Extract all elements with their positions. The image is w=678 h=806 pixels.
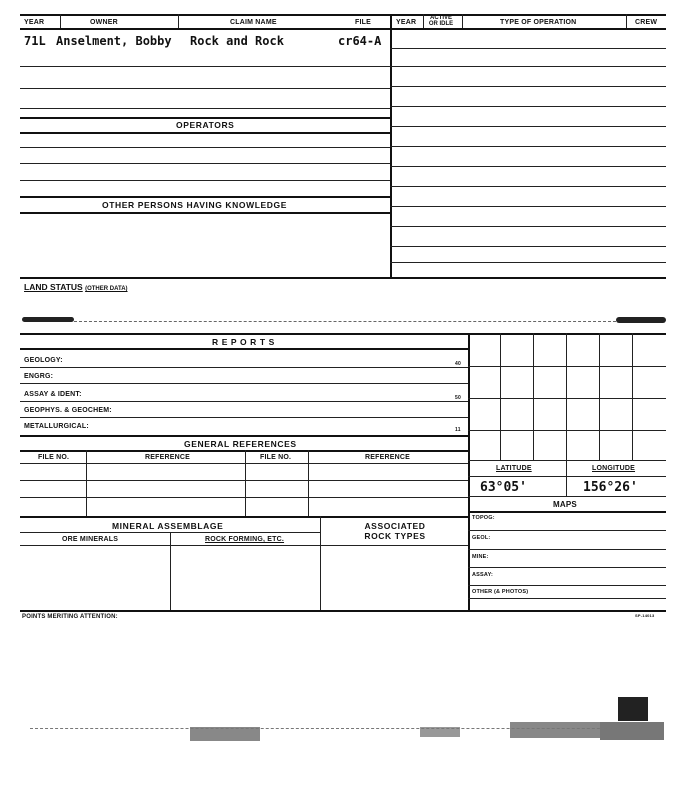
record-year: 71L xyxy=(24,34,46,48)
record-owner: Anselment, Bobby xyxy=(56,34,172,48)
grid-col xyxy=(632,333,633,460)
right-line xyxy=(390,106,666,107)
land-status-top-rule xyxy=(20,277,666,279)
land-status-sub: (OTHER DATA) xyxy=(85,286,128,292)
latitude-label: LATITUDE xyxy=(496,465,532,472)
report-line xyxy=(20,401,468,402)
ref-divider-2 xyxy=(245,450,246,516)
land-status-label: LAND STATUS xyxy=(24,282,83,292)
rock-forming: ROCK FORMING, ETC. xyxy=(205,536,285,543)
active-label: ACTIVE xyxy=(429,15,452,21)
header-divider-4 xyxy=(462,14,463,28)
rock-types-label: ROCK TYPES xyxy=(364,531,426,541)
mineral-heading: MINERAL ASSEMBLAGE xyxy=(112,521,224,531)
header-year: YEAR xyxy=(24,19,45,26)
report-geology: GEOLOGY: xyxy=(24,357,63,364)
maps-other: OTHER (& PHOTOS) xyxy=(472,589,529,595)
header-active-or-idle xyxy=(425,15,457,27)
ref-reference-1: REFERENCE xyxy=(145,454,190,461)
report-line xyxy=(20,417,468,418)
grid-col xyxy=(533,333,534,460)
left-line xyxy=(20,163,390,164)
smudge-right xyxy=(616,317,666,323)
header-type-of-operation: TYPE OF OPERATION xyxy=(500,19,577,26)
associated-label: ASSOCIATED xyxy=(364,521,426,531)
left-line xyxy=(20,66,390,67)
record-file: cr64-A xyxy=(338,34,382,48)
general-references-heading: GENERAL REFERENCES xyxy=(184,439,297,449)
header-top-rule xyxy=(20,14,666,16)
reports-heading: R E P O R T S xyxy=(212,337,275,347)
points-meriting-attention: POINTS MERITING ATTENTION: xyxy=(22,614,118,620)
report-geophys: GEOPHYS. & GEOCHEM: xyxy=(24,407,112,414)
form-number: SP-14013 xyxy=(635,613,655,618)
ref-header-rule xyxy=(20,463,468,464)
operators-top-rule xyxy=(20,117,390,119)
ore-divider xyxy=(170,532,171,610)
header-file: FILE xyxy=(355,19,371,26)
maps-bottom-rule xyxy=(468,511,666,513)
grid-row xyxy=(468,398,666,399)
right-line xyxy=(390,66,666,67)
reports-top-rule xyxy=(20,333,666,335)
right-line xyxy=(390,206,666,207)
header-year-2: YEAR xyxy=(396,19,417,26)
left-line xyxy=(20,180,390,181)
right-line xyxy=(390,48,666,49)
scan-noise xyxy=(600,722,664,740)
grid-row xyxy=(468,460,666,461)
ref-line xyxy=(20,497,468,498)
maps-line xyxy=(468,549,666,550)
header-claim-name: CLAIM NAME xyxy=(230,19,277,26)
maps-top-rule xyxy=(468,496,666,497)
scan-noise xyxy=(190,727,260,741)
associated-rock-types xyxy=(325,521,465,541)
scan-block xyxy=(618,697,648,721)
right-line xyxy=(390,126,666,127)
mineral-top-rule xyxy=(20,516,468,518)
land-status-line xyxy=(74,321,616,322)
ref-reference-2: REFERENCE xyxy=(365,454,410,461)
report-metallurgical: METALLURGICAL: xyxy=(24,423,89,430)
header-divider-5 xyxy=(626,14,627,28)
ore-minerals: ORE MINERALS xyxy=(62,536,119,543)
left-line xyxy=(20,147,390,148)
bottom-rule xyxy=(20,610,666,612)
longitude-value: 156°26' xyxy=(583,480,638,495)
header-owner: OWNER xyxy=(90,19,118,26)
maps-topog: TOPOG: xyxy=(472,515,495,521)
left-line xyxy=(20,108,390,109)
maps-geol: GEOL: xyxy=(472,535,491,541)
ref-file-no-1: FILE NO. xyxy=(38,454,70,461)
right-line xyxy=(390,86,666,87)
right-line xyxy=(390,262,666,263)
scan-line xyxy=(30,728,650,729)
grid-row xyxy=(468,430,666,431)
right-line xyxy=(390,146,666,147)
smudge-left xyxy=(22,317,74,322)
header-divider-3 xyxy=(423,14,424,28)
ref-divider-3 xyxy=(308,450,309,516)
land-status-heading xyxy=(24,282,128,292)
maps-line xyxy=(468,598,666,599)
reports-bottom-rule xyxy=(20,348,468,350)
ref-divider-1 xyxy=(86,450,87,516)
latlong-divider xyxy=(566,476,567,496)
report-num-40: 40 xyxy=(455,361,461,367)
latlong-rule xyxy=(468,476,666,477)
grid-col xyxy=(599,333,600,460)
scan-noise xyxy=(510,722,600,738)
right-line xyxy=(390,186,666,187)
maps-line xyxy=(468,585,666,586)
right-line xyxy=(390,246,666,247)
ref-line xyxy=(20,480,468,481)
left-line xyxy=(20,88,390,89)
right-line xyxy=(390,166,666,167)
other-persons-heading: OTHER PERSONS HAVING KNOWLEDGE xyxy=(102,200,288,210)
idle-label: OR IDLE xyxy=(428,21,454,27)
maps-mine: MINE: xyxy=(472,554,489,560)
header-divider-2 xyxy=(178,14,179,28)
maps-line xyxy=(468,567,666,568)
operators-bottom-rule xyxy=(20,132,390,134)
right-line xyxy=(390,226,666,227)
longitude-label: LONGITUDE xyxy=(592,465,636,472)
record-claim-name: Rock and Rock xyxy=(190,34,284,48)
report-engrg: ENGRG: xyxy=(24,373,54,380)
header-bottom-rule xyxy=(20,28,666,30)
grid-row xyxy=(468,366,666,367)
maps-line xyxy=(468,530,666,531)
right-panel-divider xyxy=(468,333,470,610)
operators-heading: OPERATORS xyxy=(176,120,235,130)
report-num-11: 11 xyxy=(455,427,461,433)
header-crew: CREW xyxy=(635,19,658,26)
general-references-top-rule xyxy=(20,435,468,437)
mineral-header-rule xyxy=(20,545,468,546)
ref-file-no-2: FILE NO. xyxy=(260,454,292,461)
header-divider-1 xyxy=(60,14,61,28)
report-line xyxy=(20,383,468,384)
other-persons-bottom-rule xyxy=(20,212,390,214)
maps-assay: ASSAY: xyxy=(472,572,494,578)
other-persons-top-rule xyxy=(20,196,390,198)
report-num-50: 50 xyxy=(455,395,461,401)
mineral-divider xyxy=(320,516,321,610)
report-line xyxy=(20,367,468,368)
report-assay: ASSAY & IDENT: xyxy=(24,391,82,398)
general-references-bottom-rule xyxy=(20,450,468,452)
grid-col xyxy=(500,333,501,460)
latitude-value: 63°05' xyxy=(480,480,527,495)
grid-col xyxy=(566,333,567,477)
maps-heading: MAPS xyxy=(553,500,577,509)
